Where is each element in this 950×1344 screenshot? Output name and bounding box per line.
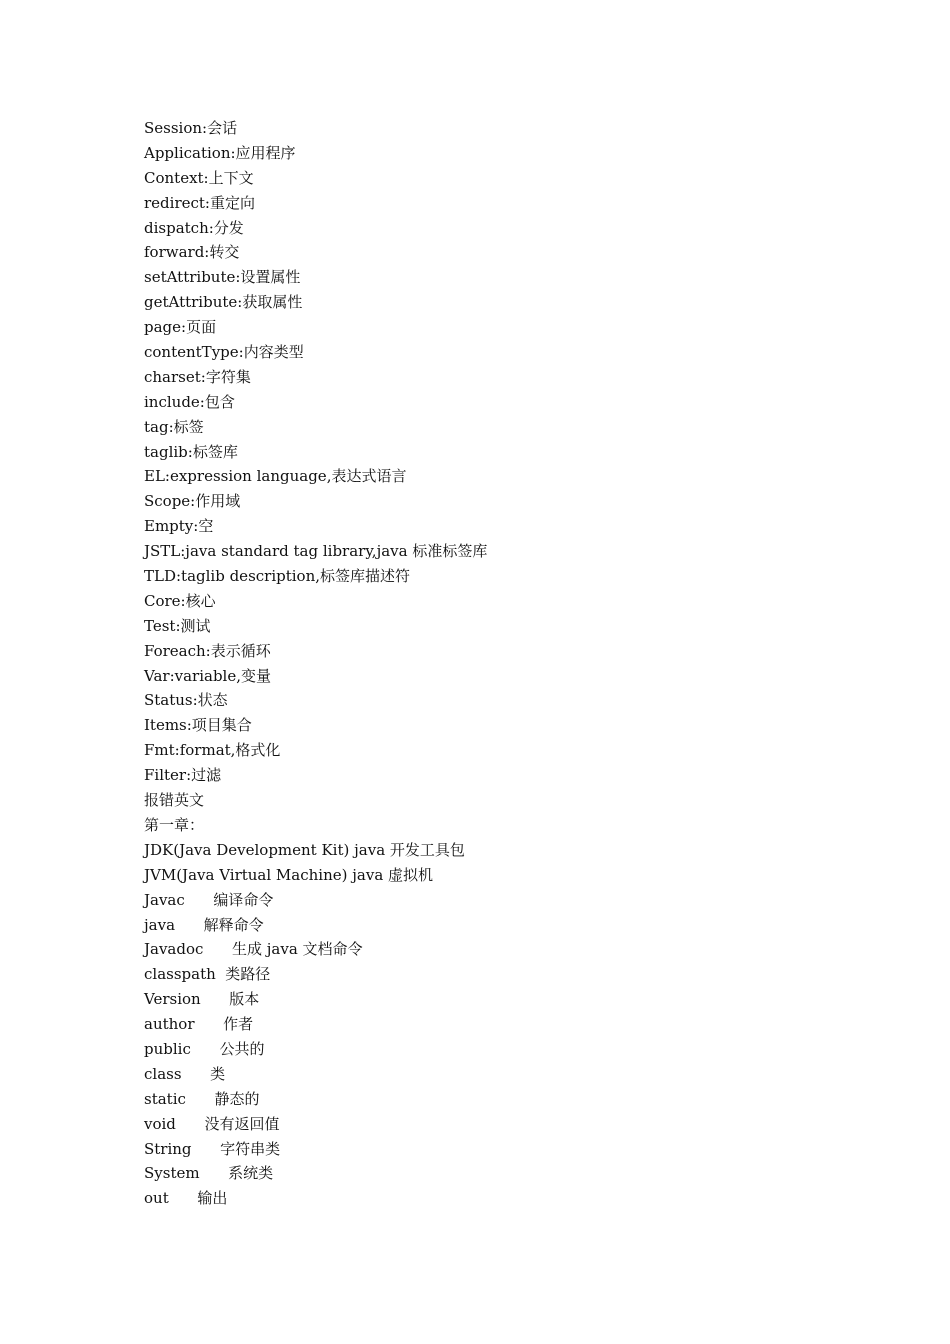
- glossary-line: JSTL:java standard tag library,java 标准标签库: [144, 542, 488, 561]
- glossary-line: out 输出: [144, 1189, 228, 1208]
- glossary-line: tag:标签: [144, 417, 204, 436]
- glossary-line: class 类: [144, 1064, 226, 1083]
- glossary-line: Javadoc 生成 java 文档命令: [144, 940, 363, 959]
- glossary-line: EL:expression language,表达式语言: [144, 467, 407, 486]
- glossary-line: author 作者: [144, 1015, 254, 1034]
- glossary-line: Context:上下文: [144, 168, 254, 187]
- glossary-line: static 静态的: [144, 1089, 260, 1108]
- glossary-line: Version 版本: [144, 990, 260, 1009]
- glossary-line: classpath 类路径: [144, 965, 271, 984]
- glossary-line: Application:应用程序: [144, 143, 296, 162]
- glossary-line: getAttribute:获取属性: [144, 293, 303, 312]
- glossary-line: Fmt:format,格式化: [144, 741, 281, 760]
- glossary-line: forward:转交: [144, 243, 240, 262]
- glossary-line: Scope:作用域: [144, 492, 241, 511]
- glossary-line: String 字符串类: [144, 1139, 281, 1158]
- glossary-line: void 没有返回值: [144, 1114, 280, 1133]
- glossary-line: Test:测试: [144, 616, 211, 635]
- glossary-text: [144, 116, 844, 1211]
- glossary-line: dispatch:分发: [144, 218, 244, 237]
- glossary-line: setAttribute:设置属性: [144, 268, 301, 287]
- glossary-line: contentType:内容类型: [144, 343, 304, 362]
- glossary-line: redirect:重定向: [144, 193, 255, 212]
- glossary-line: Items:项目集合: [144, 716, 252, 735]
- glossary-line: Foreach:表示循环: [144, 641, 271, 660]
- glossary-line: public 公共的: [144, 1039, 265, 1058]
- glossary-line: Var:variable,变量: [144, 666, 271, 685]
- glossary-line: Session:会话: [144, 119, 238, 137]
- glossary-line: page:页面: [144, 318, 217, 337]
- chapter-heading: 第一章：: [144, 815, 205, 834]
- glossary-line: java 解释命令: [144, 915, 264, 934]
- glossary-line: TLD:taglib description,标签库描述符: [144, 567, 411, 586]
- glossary-line: taglib:标签库: [144, 442, 238, 461]
- glossary-line: Core:核心: [144, 591, 216, 610]
- glossary-line: Filter:过滤: [144, 766, 222, 785]
- glossary-line: include:包含: [144, 392, 235, 411]
- glossary-line: charset:字符集: [144, 367, 251, 386]
- glossary-line: Empty:空: [144, 517, 214, 536]
- glossary-line: Status:状态: [144, 691, 228, 710]
- glossary-line: JDK(Java Development Kit) java 开发工具包: [144, 840, 465, 859]
- section-heading: 报错英文: [144, 791, 205, 810]
- glossary-line: Javac 编译命令: [144, 890, 274, 909]
- glossary-line: JVM(Java Virtual Machine) java 虚拟机: [144, 865, 434, 884]
- glossary-line: System 系统类: [144, 1164, 274, 1183]
